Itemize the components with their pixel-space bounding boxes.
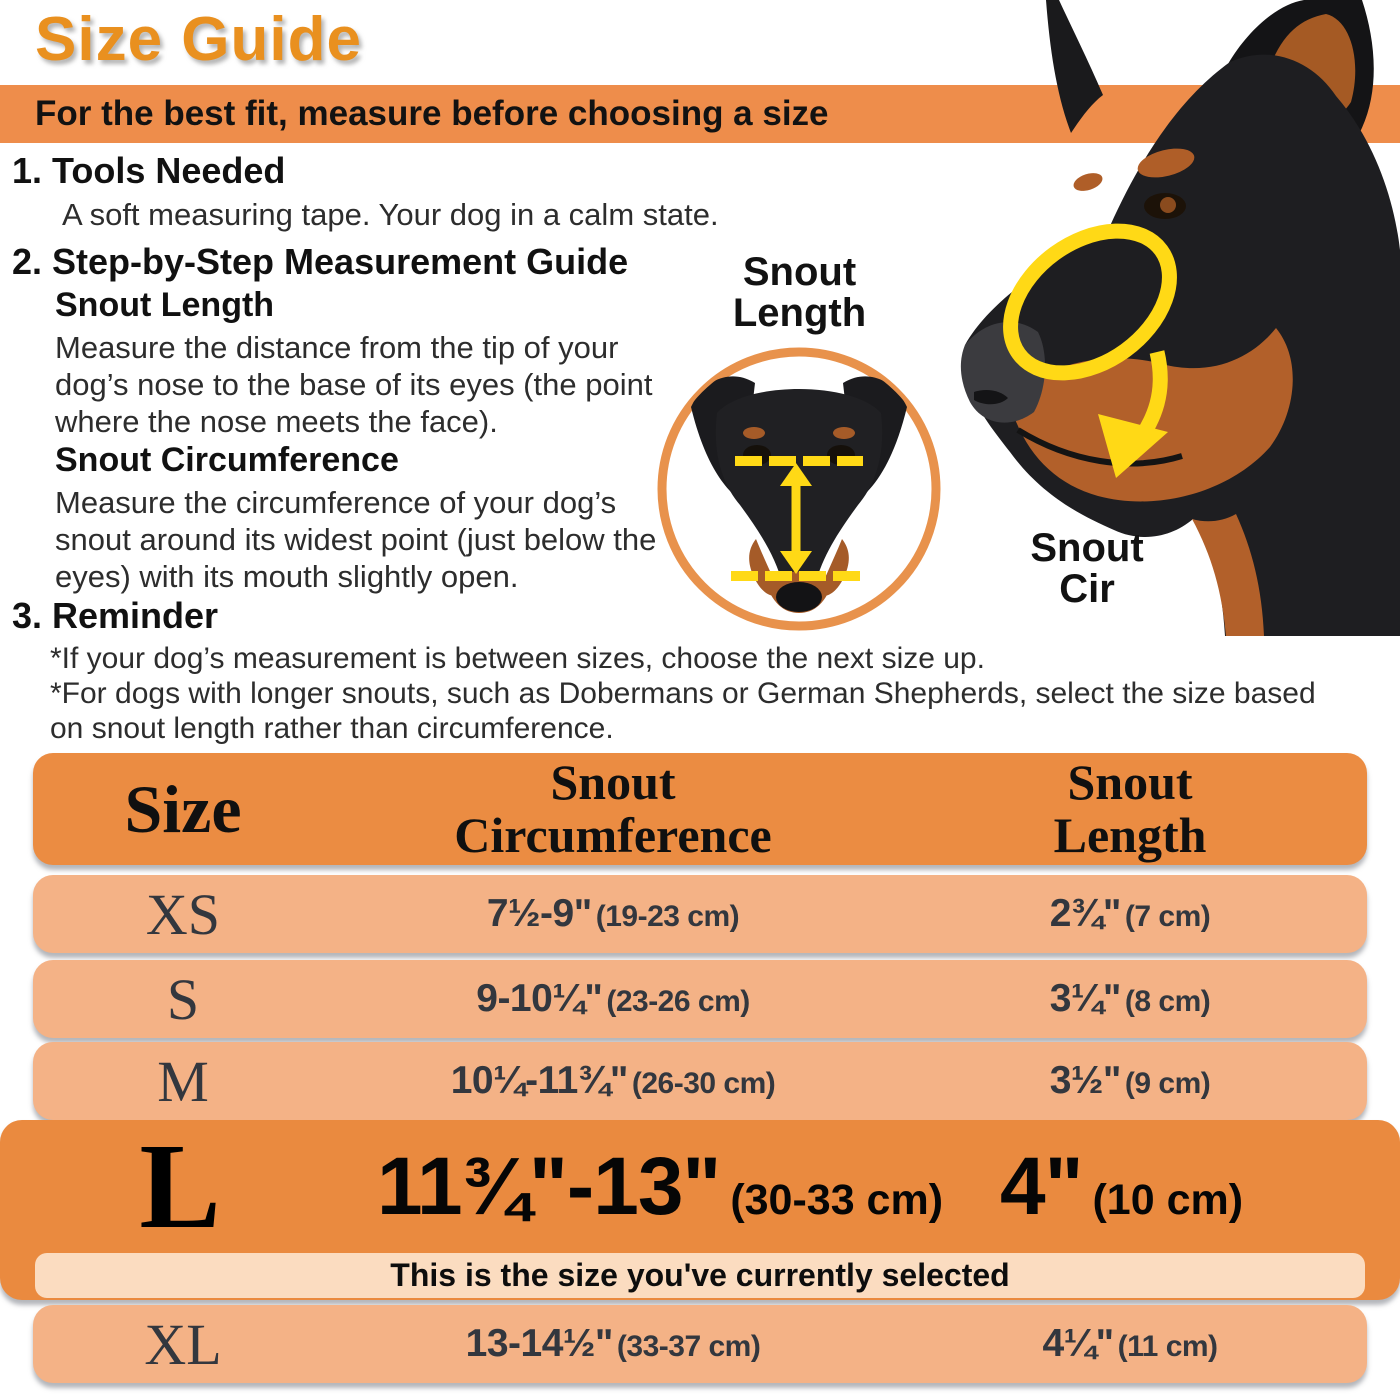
- selected-size-note-text: This is the size you've currently selected: [390, 1257, 1010, 1293]
- size-cell: M: [157, 1048, 209, 1114]
- front-dog-right-brow: [833, 427, 855, 439]
- circumference-cm: (30-33 cm): [730, 1175, 944, 1224]
- snout-cir-label-line1: Snout: [1030, 526, 1144, 570]
- size-cell: XL: [144, 1311, 222, 1377]
- front-dog-left-brow: [743, 427, 765, 439]
- snout-length-heading: Snout Length: [55, 286, 275, 324]
- selected-size-note: [35, 1253, 1365, 1298]
- size-table-header: [33, 753, 1367, 865]
- length-cm: (11 cm): [1117, 1330, 1218, 1363]
- snout-circumference-body: Measure the circumference of your dog’s snout around its widest point (just below the eyes) with its mouth slightly open.: [55, 485, 657, 594]
- length-cm: (7 cm): [1124, 900, 1211, 933]
- circumference-cm: (19-23 cm): [595, 900, 740, 933]
- section-guide-heading: 2. Step-by-Step Measurement Guide: [12, 241, 629, 282]
- circumference-cm: (33-37 cm): [616, 1330, 761, 1363]
- header-snout-circumference: [333, 756, 893, 862]
- snout-length-label-line2: Length: [732, 291, 867, 335]
- length-cell: [893, 1322, 1367, 1366]
- size-row-xl: [33, 1305, 1367, 1383]
- size-row-l-selected: [0, 1120, 1400, 1300]
- selected-row-values: [0, 1120, 1400, 1253]
- circumference-cell: [333, 1059, 893, 1103]
- reminder-note-2: *For dogs with longer snouts, such as Dobermans or German Shepherds, select the size based on snout length rather than circumference.: [50, 677, 1316, 745]
- circumference-inches: 13-14½": [465, 1322, 613, 1365]
- page-title: Size Guide: [35, 5, 362, 74]
- section-tools-heading: 1. Tools Needed: [12, 150, 286, 191]
- dog-near-ear: [1046, 0, 1103, 133]
- size-row-s: [33, 960, 1367, 1038]
- length-inches: 4": [1000, 1140, 1083, 1232]
- length-cm: (10 cm): [1092, 1175, 1244, 1224]
- circumference-cm: (26-30 cm): [631, 1067, 776, 1100]
- circumference-inches: 10¼-11¾": [450, 1059, 628, 1102]
- circumference-cell: [360, 1140, 960, 1234]
- dog-iris: [1160, 197, 1176, 213]
- header-circ-line1: Snout: [550, 754, 676, 810]
- length-inches: 3½": [1049, 1059, 1121, 1102]
- circumference-inches: 9-10¼": [476, 977, 603, 1020]
- circumference-inches: 11¾"-13": [376, 1140, 721, 1232]
- header-length-line1: Snout: [1067, 754, 1193, 810]
- size-row-xs: [33, 875, 1367, 953]
- size-cell: S: [166, 966, 200, 1032]
- section-reminder-heading: 3. Reminder: [12, 595, 219, 636]
- section-tools-body: A soft measuring tape. Your dog in a calm state.: [62, 197, 719, 232]
- circumference-cell: [333, 977, 893, 1021]
- snout-circumference-heading: Snout Circumference: [55, 441, 399, 479]
- subtitle-banner-text: For the best fit, measure before choosing a size: [35, 94, 829, 133]
- reminder-note-1: *If your dog’s measurement is between sizes, choose the next size up.: [50, 642, 985, 675]
- front-dog-nose: [776, 582, 822, 612]
- snout-length-label-line1: Snout: [742, 250, 857, 294]
- size-cell: L: [139, 1118, 221, 1254]
- length-inches: 3¼": [1049, 977, 1121, 1020]
- dog-eyebrow-spot-2: [1071, 170, 1104, 194]
- header-length-line2: Length: [1053, 807, 1207, 863]
- length-inches: 4¼": [1042, 1322, 1114, 1365]
- circumference-cell: [333, 1322, 893, 1366]
- size-row-m: [33, 1042, 1367, 1120]
- snout-length-diagram-label: [697, 252, 902, 334]
- length-inches: 2¾": [1049, 892, 1121, 935]
- header-size: Size: [124, 770, 242, 847]
- length-cell: [893, 1059, 1367, 1103]
- header-snout-length: [893, 756, 1367, 862]
- length-cell: [960, 1140, 1400, 1234]
- circumference-inches: 7½-9": [486, 892, 592, 935]
- snout-cir-diagram-label: [987, 528, 1187, 610]
- length-cell: [893, 977, 1367, 1021]
- size-cell: XS: [145, 881, 221, 947]
- length-cell: [893, 892, 1367, 936]
- circumference-cell: [333, 892, 893, 936]
- snout-length-body: Measure the distance from the tip of your dog’s nose to the base of its eyes (the point where the nose meets the face).: [55, 330, 653, 439]
- circumference-cm: (23-26 cm): [606, 985, 750, 1018]
- snout-length-diagram-circle: [653, 343, 945, 635]
- snout-cir-label-line2: Cir: [1059, 567, 1115, 611]
- length-cm: (8 cm): [1124, 985, 1211, 1018]
- header-circ-line2: Circumference: [454, 807, 772, 863]
- length-cm: (9 cm): [1124, 1067, 1211, 1100]
